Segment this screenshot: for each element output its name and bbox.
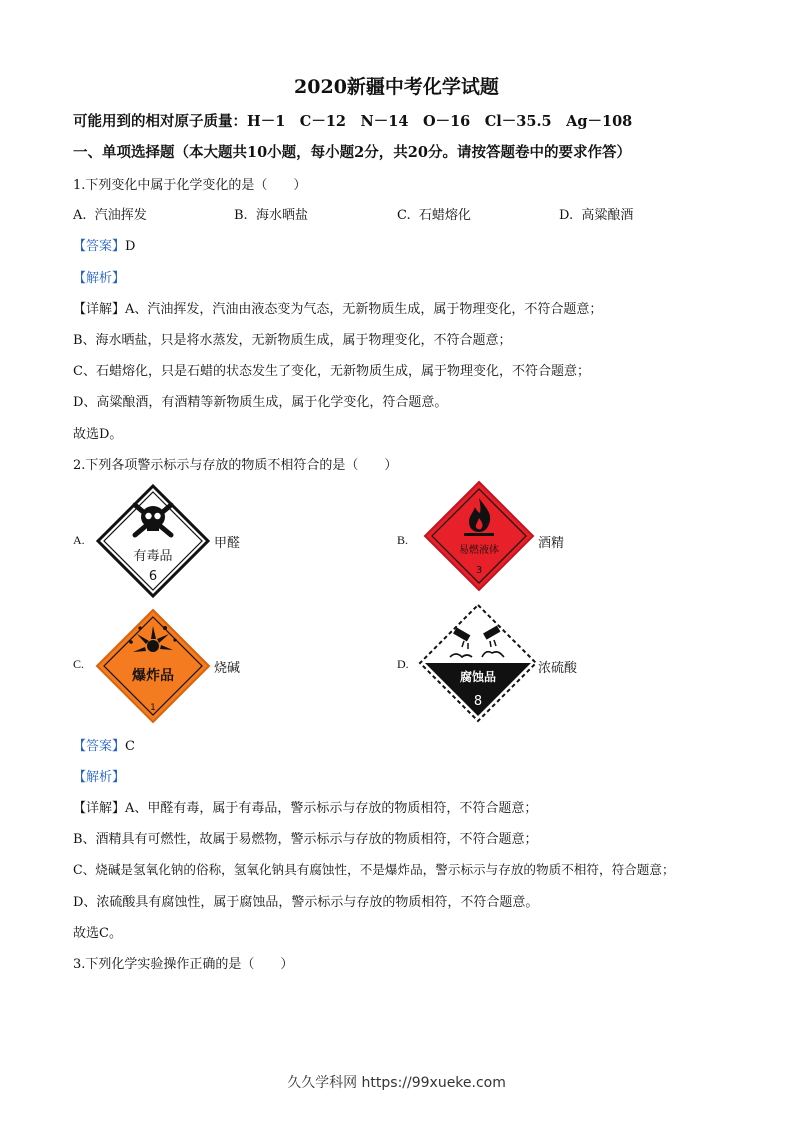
- option-letter: B.: [234, 208, 248, 223]
- sign-number: 8: [473, 694, 483, 709]
- q1-detail-line: B、海水晒盐，只是将水蒸发，无新物质生成，属于物理变化，不符合题意；: [73, 333, 512, 348]
- q2-option-d-substance: 浓硫酸: [538, 661, 578, 676]
- q2-detail-line: 【详解】A、甲醛有毒，属于有毒品，警示标示与存放的物质相符，不符合题意；: [73, 801, 538, 816]
- sign-label: 易燃液体: [459, 545, 499, 556]
- q1-option-d: [559, 204, 633, 223]
- toxic-sign-icon: [95, 483, 211, 599]
- q1-conclusion: 故选D。: [73, 427, 123, 442]
- q2-option-b-substance: 酒精: [538, 536, 565, 551]
- answer-tag: 【答案】: [73, 239, 126, 254]
- q1-analysis-tag: 【解析】: [73, 271, 126, 286]
- option-text: 石蜡熔化: [418, 208, 471, 223]
- q1-answer: [73, 235, 135, 254]
- option-text: 海水晒盐: [255, 208, 308, 223]
- q1-option-c: [397, 204, 471, 223]
- question-1-stem: 1.下列变化中属于化学变化的是（ ）: [73, 178, 307, 193]
- q2-detail-line: C、烧碱是氢氧化钠的俗称，氢氧化钠具有腐蚀性，不是爆炸品，警示标示与存放的物质不相符，符合题意；: [73, 862, 675, 877]
- sign-label: 有毒品: [133, 549, 173, 564]
- atomic-mass-line: 可能用到的相对原子质量：H－1 C－12 N－14 O－16 Cl－35.5 Ag－108: [73, 113, 633, 130]
- q2-detail-line: B、酒精具有可燃性，故属于易燃物，警示标示与存放的物质相符，不符合题意；: [73, 832, 538, 847]
- q1-detail-line: D、高粱酿酒，有酒精等新物质生成，属于化学变化，符合题意。: [73, 395, 448, 410]
- answer-value: D: [125, 239, 136, 254]
- q2-option-a-letter: A.: [73, 533, 85, 547]
- option-letter: D.: [559, 208, 574, 223]
- option-letter: A.: [73, 208, 87, 223]
- page-title: 2020新疆中考化学试题: [294, 76, 499, 98]
- q2-option-c-letter: C.: [73, 657, 85, 671]
- q1-detail-line: C、石蜡熔化，只是石蜡的状态发生了变化，无新物质生成，属于物理变化，不符合题意；: [73, 364, 590, 379]
- answer-tag: 【答案】: [73, 739, 126, 754]
- q1-option-a: [73, 204, 147, 223]
- sign-number: 3: [475, 565, 483, 576]
- sign-number: 6: [148, 569, 158, 584]
- q2-option-a-substance: 甲醛: [214, 536, 241, 551]
- option-text: 汽油挥发: [94, 208, 147, 223]
- q1-detail-line: 【详解】A、汽油挥发，汽油由液态变为气态，无新物质生成，属于物理变化，不符合题意；: [73, 302, 603, 317]
- sign-label: 腐蚀品: [459, 670, 497, 684]
- option-text: 高粱酿酒: [581, 208, 634, 223]
- explosive-sign-icon: [95, 608, 211, 724]
- q2-answer: [73, 735, 135, 754]
- option-letter: C.: [397, 208, 411, 223]
- question-3-stem: 3.下列化学实验操作正确的是（ ）: [73, 957, 294, 972]
- q2-option-b-letter: B.: [397, 533, 409, 547]
- flammable-sign-icon: [423, 480, 535, 592]
- q2-option-c-substance: 烧碱: [214, 661, 241, 676]
- question-2-stem: 2.下列各项警示标示与存放的物质不相符合的是（ ）: [73, 458, 398, 473]
- q2-conclusion: 故选C。: [73, 926, 122, 941]
- section-heading: 一、单项选择题（本大题共10小题，每小题2分，共20分。请按答题卷中的要求作答）: [73, 144, 631, 161]
- footer-watermark[interactable]: 久久学科网 https://99xueke.com: [287, 1075, 506, 1091]
- q1-option-b: [234, 204, 308, 223]
- answer-value: C: [125, 739, 135, 754]
- corrosive-sign-icon: [418, 603, 538, 723]
- sign-label: 爆炸品: [132, 668, 174, 684]
- q2-analysis-tag: 【解析】: [73, 770, 126, 785]
- sign-number: 1: [150, 703, 156, 713]
- q2-option-d-letter: D.: [397, 657, 409, 671]
- q2-detail-line: D、浓硫酸具有腐蚀性，属于腐蚀品，警示标示与存放的物质相符，不符合题意。: [73, 895, 539, 910]
